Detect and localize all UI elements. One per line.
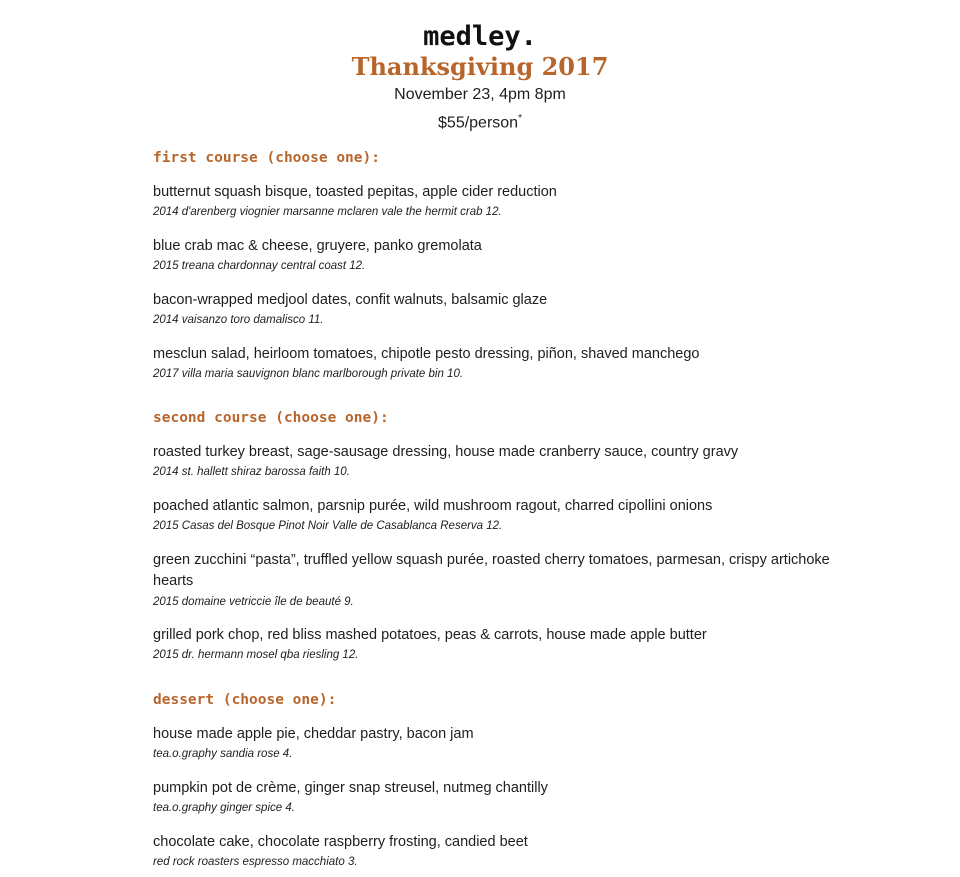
wine-pairing: 2014 d'arenberg viognier marsanne mclaren vale the hermit crab 12. bbox=[153, 206, 502, 218]
dish-item: roasted turkey breast, sage-sausage dressing, house made cranberry sauce, country gravy bbox=[153, 444, 739, 460]
restaurant-name: medley. bbox=[423, 21, 537, 52]
wine-pairing: 2014 vaisanzo toro damalisco 11. bbox=[153, 314, 324, 326]
dish-item: chocolate cake, chocolate raspberry frosting, candied beet bbox=[153, 834, 528, 850]
price-footnote-mark: * bbox=[518, 113, 522, 124]
wine-pairing: 2015 domaine vetriccie île de beauté 9. bbox=[153, 596, 354, 608]
dish-item: butternut squash bisque, toasted pepitas, apple cider reduction bbox=[153, 184, 557, 200]
event-price bbox=[0, 109, 960, 133]
dish-item: green zucchini “pasta”, truffled yellow squash purée, roasted cherry tomatoes, parmesan, crispy artichoke hearts bbox=[153, 552, 830, 589]
tea-pairing: tea.o.graphy ginger spice 4. bbox=[153, 802, 295, 814]
dish-item: grilled pork chop, red bliss mashed potatoes, peas & carrots, house made apple butter bbox=[153, 627, 707, 643]
price-text: $55/person bbox=[438, 114, 519, 132]
wine-pairing: 2014 st. hallett shiraz barossa faith 10. bbox=[153, 466, 350, 478]
section-title-first-course: first course (choose one): bbox=[153, 150, 380, 166]
wine-pairing: 2015 Casas del Bosque Pinot Noir Valle de Casablanca Reserva 12. bbox=[153, 520, 503, 532]
dish-item: bacon-wrapped medjool dates, confit walnuts, balsamic glaze bbox=[153, 292, 548, 308]
coffee-pairing: red rock roasters espresso macchiato 3. bbox=[153, 856, 358, 868]
wine-pairing: 2015 treana chardonnay central coast 12. bbox=[153, 260, 366, 272]
event-date: November 23, 4pm 8pm bbox=[394, 86, 566, 103]
dish-item: mesclun salad, heirloom tomatoes, chipotle pesto dressing, piñon, shaved manchego bbox=[153, 346, 700, 362]
dish-item: house made apple pie, cheddar pastry, bacon jam bbox=[153, 726, 474, 742]
wine-pairing: 2015 dr. hermann mosel qba riesling 12. bbox=[153, 649, 359, 661]
dish-item: pumpkin pot de crème, ginger snap streusel, nutmeg chantilly bbox=[153, 780, 548, 796]
section-title-second-course: second course (choose one): bbox=[153, 410, 389, 426]
section-title-dessert: dessert (choose one): bbox=[153, 692, 337, 708]
dish-item: poached atlantic salmon, parsnip purée, wild mushroom ragout, charred cipollini onions bbox=[153, 498, 713, 514]
dish-item: blue crab mac & cheese, gruyere, panko gremolata bbox=[153, 238, 482, 254]
wine-pairing: 2017 villa maria sauvignon blanc marlborough private bin 10. bbox=[153, 368, 464, 380]
tea-pairing: tea.o.graphy sandia rose 4. bbox=[153, 748, 293, 760]
event-title: Thanksgiving 2017 bbox=[351, 52, 609, 81]
